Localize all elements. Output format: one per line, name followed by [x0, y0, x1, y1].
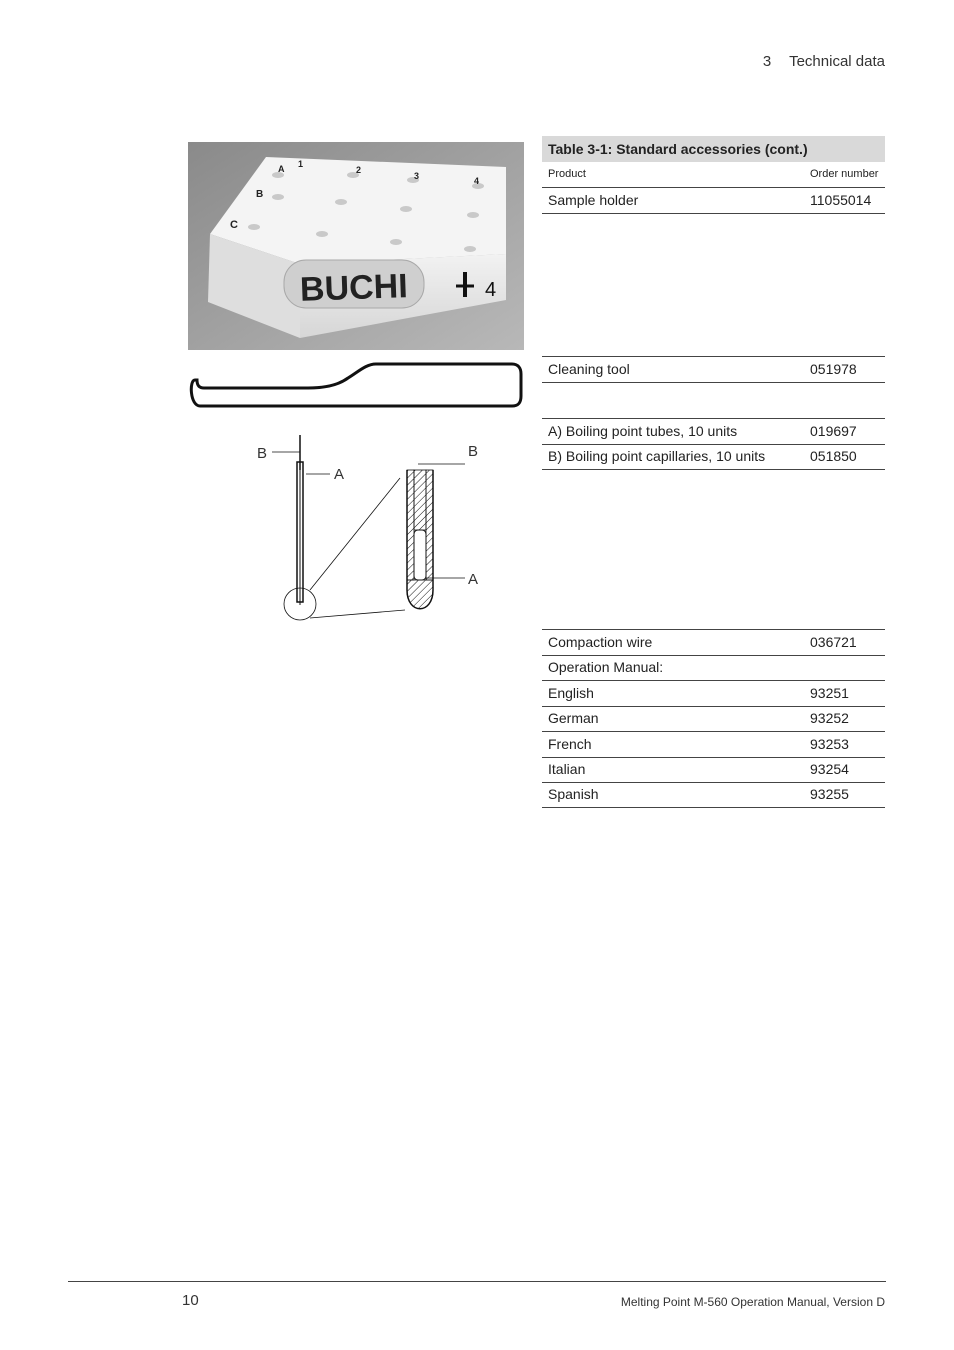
order-cell: 93253 — [810, 736, 849, 752]
product-cell: German — [548, 710, 599, 726]
table-row — [542, 757, 885, 783]
side-mark: 4 — [485, 279, 497, 301]
chapter-title: Technical data — [789, 53, 885, 70]
table-header — [542, 162, 885, 188]
product-cell: Spanish — [548, 786, 599, 802]
order-cell: 93251 — [810, 685, 849, 701]
col-label-3: 3 — [414, 171, 420, 181]
column-header-product: Product — [548, 168, 586, 180]
product-cell: Italian — [548, 761, 586, 777]
table-row — [542, 418, 885, 445]
order-cell: 019697 — [810, 423, 857, 439]
footer-divider — [68, 1281, 886, 1282]
chapter-number: 3 — [762, 53, 772, 70]
cleaning-tool-drawing — [188, 362, 524, 410]
label-b-right: B — [468, 443, 479, 460]
table-row — [542, 732, 885, 758]
column-header-order: Order number — [810, 168, 879, 180]
row-label-c: C — [230, 219, 238, 231]
table-title: Table 3-1: Standard accessories (cont.) — [542, 136, 885, 162]
col-label-1: 1 — [298, 159, 304, 169]
product-cell: A) Boiling point tubes, 10 units — [548, 423, 738, 439]
product-cell: Cleaning tool — [548, 361, 630, 377]
label-a-right: A — [468, 571, 479, 588]
col-label-4: 4 — [474, 176, 480, 186]
page-number: 10 — [182, 1292, 199, 1309]
order-cell: 051978 — [810, 361, 857, 377]
order-cell: 11055014 — [810, 192, 872, 208]
col-label-2: 2 — [356, 165, 362, 175]
table-row — [542, 444, 885, 470]
order-cell: 93252 — [810, 710, 849, 726]
table-row — [542, 629, 885, 656]
label-a-left: A — [334, 466, 345, 483]
order-cell: 93255 — [810, 786, 849, 802]
product-cell: B) Boiling point capillaries, 10 units — [548, 448, 766, 464]
table-row — [542, 188, 885, 214]
product-cell: French — [548, 736, 592, 752]
product-cell: English — [548, 685, 594, 701]
table-row — [542, 655, 885, 681]
label-b-left: B — [257, 445, 268, 462]
order-cell: 051850 — [810, 448, 857, 464]
running-header — [763, 53, 885, 70]
table-row — [542, 681, 885, 707]
product-cell: Compaction wire — [548, 634, 653, 650]
product-cell: Operation Manual: — [548, 659, 664, 675]
sample-holder-photo — [188, 142, 524, 350]
order-cell: 036721 — [810, 634, 857, 650]
table-row — [542, 356, 885, 383]
row-label-b: B — [256, 189, 264, 200]
brand-logo: BUCHI — [299, 267, 409, 309]
row-label-a: A — [278, 164, 285, 174]
boiling-point-tube-diagram — [250, 430, 500, 625]
table-row — [542, 782, 885, 808]
order-cell: 93254 — [810, 761, 849, 777]
table-row — [542, 706, 885, 732]
product-cell: Sample holder — [548, 192, 639, 208]
document-title: Melting Point M-560 Operation Manual, Version D — [620, 1295, 885, 1309]
